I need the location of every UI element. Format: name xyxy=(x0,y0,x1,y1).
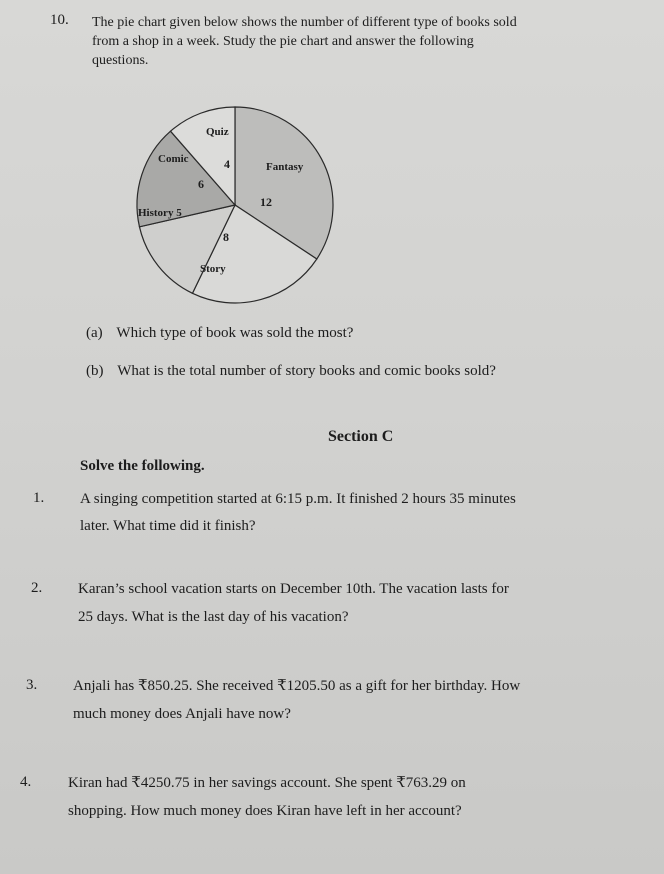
pie-label-fantasy: Fantasy xyxy=(266,161,304,173)
question-2-line-1: Karan’s school vacation starts on December 10th. The vacation lasts for xyxy=(78,581,509,597)
subquestion-b xyxy=(86,363,496,380)
books-pie-chart xyxy=(120,100,360,315)
pie-label-history: History 5 xyxy=(138,207,182,219)
subquestion-b-label: (b) xyxy=(86,363,104,379)
pie-label-quiz: Quiz xyxy=(206,126,229,138)
question-10-number: 10. xyxy=(50,12,69,28)
question-10-line-1: The pie chart given below shows the number of different type of books sold xyxy=(92,15,517,30)
question-2-number: 2. xyxy=(31,580,43,596)
subquestion-a xyxy=(86,325,353,342)
question-3-number: 3. xyxy=(26,677,38,693)
pie-label-story: Story xyxy=(200,263,226,275)
subquestion-a-label: (a) xyxy=(86,325,103,341)
question-4-line-1: Kiran had ₹4250.75 in her savings account. She spent ₹763.29 on xyxy=(68,775,466,791)
pie-value-comic: 6 xyxy=(198,177,204,191)
subquestion-a-text: Which type of book was sold the most? xyxy=(116,325,354,341)
question-10-line-3: questions. xyxy=(92,53,149,68)
question-10-line-2: from a shop in a week. Study the pie chart and answer the following xyxy=(92,34,474,49)
pie-value-fantasy: 12 xyxy=(260,195,272,209)
pie-label-comic: Comic xyxy=(158,153,189,165)
pie-value-story: 8 xyxy=(223,230,229,244)
question-2-line-2: 25 days. What is the last day of his vacation? xyxy=(78,609,349,625)
question-4-line-2: shopping. How much money does Kiran have left in her account? xyxy=(68,803,462,819)
pie-value-quiz: 4 xyxy=(224,157,230,171)
subquestion-b-text: What is the total number of story books and comic books sold? xyxy=(117,363,496,379)
pie-slices xyxy=(137,107,333,303)
question-1-line-1: A singing competition started at 6:15 p.m. It finished 2 hours 35 minutes xyxy=(80,491,516,507)
question-1-number: 1. xyxy=(33,490,45,506)
question-3-line-1: Anjali has ₹850.25. She received ₹1205.50 as a gift for her birthday. How xyxy=(73,678,521,694)
section-title: Section C xyxy=(328,428,394,445)
question-3-line-2: much money does Anjali have now? xyxy=(73,706,291,722)
question-4-number: 4. xyxy=(20,774,32,790)
solve-heading: Solve the following. xyxy=(80,458,205,474)
question-1-line-2: later. What time did it finish? xyxy=(80,518,256,534)
